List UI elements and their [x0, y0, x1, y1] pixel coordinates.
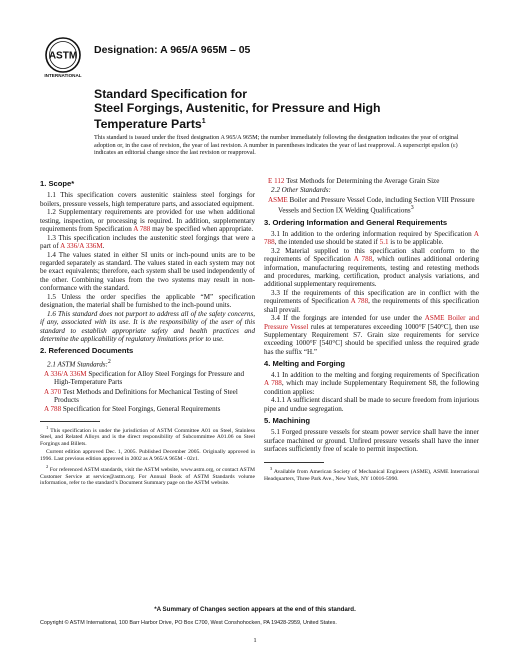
astm-logo-icon [40, 34, 86, 80]
para-3-1-text-end: is to be applicable. [388, 238, 444, 247]
page-number: 1 [253, 637, 257, 644]
para-1-1: 1.1 This specification covers austenitic stainless steel forgings for boilers, pressure vessels, high temperature parts, and associated equipment. [40, 191, 255, 208]
link-a788-3-2[interactable]: A 788 [353, 255, 373, 264]
footnote-1-text: This specification is under the jurisdiction of ASTM Committee A01 on Steel, Stainless Steel, and Related Alloys and is the direct responsibility of Subcommittee A01.06 on Steel Forgings and Billets. [40, 427, 255, 447]
copyright: Copyright © ASTM International, 100 Barr Harbor Drive, PO Box C700, West Conshohocken, PA 19428-2959, United States. [40, 620, 337, 626]
para-3-3 [264, 289, 479, 314]
section-5-heading: 5. Machining [264, 416, 310, 426]
section-2-heading: 2. Referenced Documents [40, 346, 134, 356]
standard-notice: This standard is issued under the fixed designation A 965/A 965M; the number immediately following the designation indicates the year of original adoption or, in the case of revision, the year of last revision. A number in parentheses indicates the year of last reapproval. A superscript epsilon (ε) indicates an editorial change since the last revision or reapproval. [94, 134, 459, 157]
para-3-1 [264, 230, 479, 247]
para-2-2: 2.2 Other Standards: [271, 186, 331, 195]
link-a788-4-1[interactable]: A 788 [264, 379, 282, 388]
astm-logo [40, 34, 86, 80]
para-1-4: 1.4 The values stated in either SI units or inch-pound units are to be regarded separately as standard. The values stated in each system may not be exact equivalents; therefore, each system shall be used independently of the other. Combining values from the two systems may result in non-conformance with the standard. [40, 250, 255, 293]
title-line-3-text: Temperature Parts [94, 117, 202, 132]
para-1-2-text-end: may be specified when appropriate. [150, 224, 254, 233]
para-3-1-text: 3.1 In addition to the ordering information required by Specification [271, 229, 474, 238]
para-1-2-text: 1.2 Supplementary requirements are provided for use when additional testing, inspection, or processing is required. In addition, supplementary requirements from Specification [40, 208, 255, 233]
para-1-5: 1.5 Unless the order specifies the applicable “M” specification designation, the material shall be furnished to the inch-pound units. [40, 292, 255, 310]
footnote-3-mark: 3 [270, 466, 273, 472]
section-4-heading: 4. Melting and Forging [264, 358, 345, 368]
footnote-1b: Current edition approved Dec. 1, 2005. Published December 2005. Originally approved in 1996. Last previous edition approved in 2002 as A 965/A 965M - 02ε1. [40, 449, 255, 462]
ref-a370-title: Test Methods and Definitions for Mechanical Testing of Steel Products [54, 387, 238, 404]
left-column [40, 176, 255, 489]
para-4-1-1: 4.1.1 A sufficient discard shall be made to secure freedom from injurious pipe and undue segregation. [264, 396, 479, 413]
title-line-2: Steel Forgings, Austenitic, for Pressure and High [94, 100, 381, 115]
para-4-1-text-end: , which may include Supplementary Requirement S8, the following condition applies: [264, 379, 479, 396]
ref-asme-sup: 3 [410, 204, 414, 211]
para-5-1: 5.1 Forged pressure vessels for steam power service shall have the inner surface machined or ground. Unfired pressure vessels shall have the inner surfaces sufficiently free of scale to permit inspection. [264, 428, 479, 453]
svg-text:ASTM: ASTM [48, 50, 78, 62]
para-3-2-text: 3.2 Material supplied to this specification shall conform to the requirements of Specification [264, 246, 479, 264]
footnote-2-text: For referenced ASTM standards, visit the ASTM website, www.astm.org, or contact ASTM Customer Service at service@astm.org. For Annual Book of ASTM Standards volume information, refer to the standard’s Document Summary page on the ASTM website. [40, 467, 255, 487]
footnote-3 [264, 466, 479, 482]
ref-a370 [40, 388, 255, 405]
ref-a788-title: Specification for Steel Forgings, General Requirements [61, 405, 221, 414]
title-line-1: Standard Specification for [94, 87, 248, 101]
right-column [264, 176, 479, 484]
para-1-3-text-end: . [102, 242, 105, 251]
para-1-6: 1.6 This standard does not purport to address all of the safety concerns, if any, associated with its use. It is the responsibility of the user of this standard to establish appropriate safety and health practices and determine the applicability of regulatory limitations prior to use. [40, 309, 255, 343]
link-asme-bpv[interactable]: ASME Boiler and Pressure Vessel [264, 314, 479, 331]
link-a788-3-3[interactable]: A 788 [350, 297, 369, 306]
para-1-3-text: 1.3 This specification includes the austenitic steel forgings that were a part of [40, 233, 255, 251]
para-3-3-text-end: , the requirements of this specification shall prevail. [264, 297, 479, 314]
link-5-1[interactable]: 5.1 [379, 238, 389, 247]
ref-a370-link[interactable]: A 370 [44, 387, 62, 396]
ref-asme-link[interactable]: ASME [268, 195, 288, 204]
para-2-1 [40, 358, 255, 369]
para-3-2 [264, 247, 479, 288]
para-1-3 [40, 234, 255, 251]
footnote-1-mark: 1 [46, 424, 49, 430]
footnote-divider-right [264, 462, 324, 463]
para-4-1-text: 4.1 In addition to the melting and forging requirements of Specification [271, 371, 479, 380]
section-3-heading: 3. Ordering Information and General Requirements [264, 217, 448, 227]
para-3-4 [264, 314, 479, 355]
ref-asme [264, 196, 479, 215]
para-3-3-text: 3.3 If the requirements of this specification are in conflict with the requirements of Specification [264, 288, 479, 306]
footnote-divider [40, 421, 100, 422]
para-3-4-text: 3.4 If the forgings are intended for use under the [271, 314, 425, 323]
link-a788[interactable]: A 788 [133, 224, 151, 233]
svg-text:INTERNATIONAL: INTERNATIONAL [44, 73, 82, 78]
title-footnote-mark: 1 [201, 118, 206, 126]
ref-a336 [40, 370, 255, 387]
title-line-3 [94, 115, 464, 132]
ref-e112 [264, 177, 479, 185]
para-4-1 [264, 371, 479, 396]
para-3-4-text-end: rules at temperatures exceeding 1000°F [540°C], then use Supplementary Requirement S7. Grain size requirements for service exceeding 1000°F [540°C] should be specified unless the required grade has the suffix “H.” [264, 322, 479, 356]
ref-e112-title: Test Methods for Determining the Average Grain Size [284, 177, 440, 185]
link-a336[interactable]: A 336/A 336M [60, 242, 103, 251]
ref-asme-title: Boiler and Pressure Vessel Code, including Section VIII Pressure Vessels and Section IX Welding Qualifications [278, 195, 475, 215]
document-title [94, 88, 464, 132]
footnote-1 [40, 425, 255, 448]
footnote-3-text: Available from American Society of Mechanical Engineers (ASME), ASME International Headquarters, Three Park Ave., New York, NY 10016-5990. [264, 469, 479, 482]
section-1-heading: 1. Scope* [40, 179, 75, 188]
para-3-1-text-mid: , the intended use should be stated if [274, 238, 380, 247]
para-2-1-sup: 2 [107, 359, 111, 366]
ref-e112-link[interactable]: E 112 [268, 177, 285, 185]
ref-a788 [40, 405, 255, 413]
ref-a336-title: Specification for Alloy Steel Forgings for Pressure and High-Temperature Parts [54, 370, 245, 387]
para-3-2-text-end: , which outlines additional ordering information, manufacturing requirements, testing and retesting methods and procedures, marking, certification, product analysis variations, and additional supplementary requirements. [264, 255, 480, 289]
para-2-1-text: 2.1 ASTM Standards: [47, 360, 108, 369]
link-a788-3-1[interactable]: A 788 [264, 229, 479, 247]
footnote-2 [40, 464, 255, 487]
para-1-2 [40, 208, 255, 233]
designation: Designation: A 965/A 965M – 05 [94, 44, 251, 56]
footnote-2-mark: 2 [46, 464, 49, 470]
ref-a336-link[interactable]: A 336/A 336M [44, 370, 87, 379]
summary-of-changes-note: *A Summary of Changes section appears at the end of this standard. [154, 606, 356, 613]
ref-a788-link[interactable]: A 788 [44, 405, 62, 414]
